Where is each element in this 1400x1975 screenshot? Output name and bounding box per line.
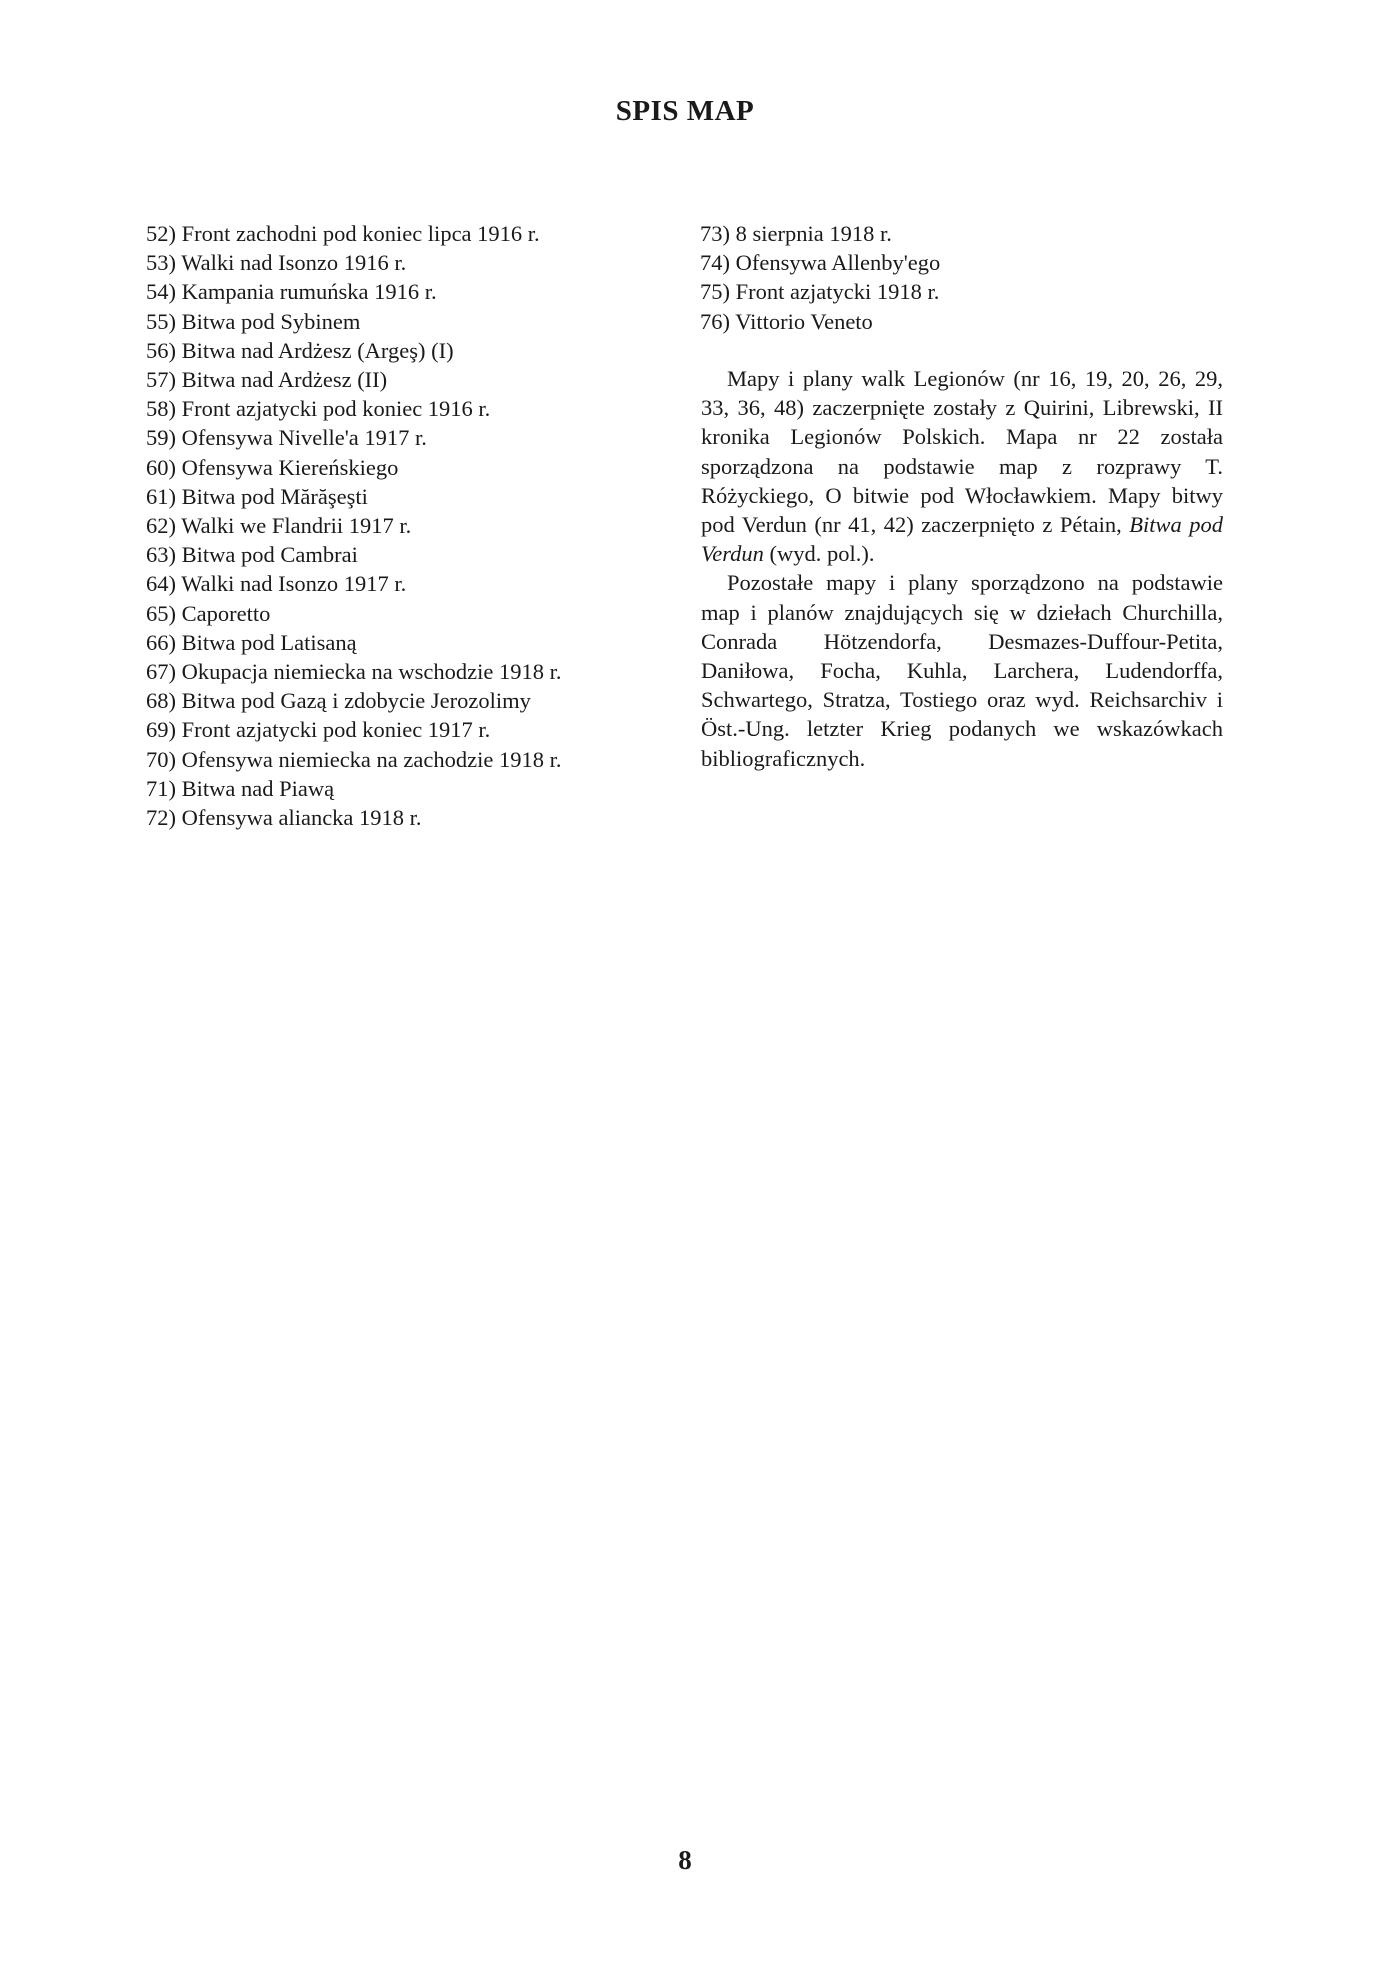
- list-item: 60) Ofensywa Kiereńskiego: [146, 454, 399, 480]
- list-item: 70) Ofensywa niemiecka na zachodzie 1918 r.: [146, 746, 562, 772]
- list-item: 54) Kampania rumuńska 1916 r.: [146, 279, 437, 305]
- list-item: 67) Okupacja niemiecka na wschodzie 1918 r.: [146, 659, 562, 685]
- list-item: 76) Vittorio Veneto: [700, 308, 873, 334]
- list-item: 65) Caporetto: [146, 600, 271, 626]
- list-item: 55) Bitwa pod Sybinem: [146, 308, 361, 334]
- note-tail: (wyd. pol.).: [763, 541, 875, 567]
- source-notes: [701, 364, 1223, 773]
- note-italic-title: Bitwa pod Verdun: [701, 512, 1223, 567]
- map-list-left: [146, 219, 666, 832]
- map-list-right: [700, 219, 1220, 336]
- note-paragraph-2: Pozostałe mapy i plany sporządzono na podstawie map i planów znajdujących się w dziełach Churchilla, Conrada Hötzendorfa, Desmazes-Duffour-Petita, Daniłowa, Focha, Kuhla, Larchera, Ludendorffa, Schwartego, Stratza, Tostiego oraz wyd. Reichsarchiv i Öst.-Ung. letzter Krieg podanych we wskazówkach bibliograficznych.: [701, 570, 1223, 771]
- list-item: 72) Ofensywa aliancka 1918 r.: [146, 805, 422, 831]
- list-item: 62) Walki we Flandrii 1917 r.: [146, 513, 412, 539]
- list-item: 64) Walki nad Isonzo 1917 r.: [146, 571, 407, 597]
- list-item: 68) Bitwa pod Gazą i zdobycie Jerozolimy: [146, 688, 531, 714]
- list-item: 58) Front azjatycki pod koniec 1916 r.: [146, 396, 491, 422]
- note-text: Mapy i plany walk Legionów (nr 16, 19, 20, 26, 29, 33, 36, 48) zaczerpnięte zostały z Quirini, Librewski, II kronika Legionów Polskich. Mapa nr 22 została sporządzona na podstawie map z rozprawy T. Różyckiego, O bitwie pod Włocławkiem. Mapy bitwy pod Verdun (nr 41, 42) zaczerpnięto z Pétain,: [701, 366, 1223, 538]
- list-item: 75) Front azjatycki 1918 r.: [700, 279, 940, 305]
- list-item: 52) Front zachodni pod koniec lipca 1916 r.: [146, 221, 540, 246]
- list-item: 69) Front azjatycki pod koniec 1917 r.: [146, 717, 491, 743]
- list-item: 63) Bitwa pod Cambrai: [146, 542, 358, 568]
- list-item: 71) Bitwa nad Piawą: [146, 775, 335, 801]
- page-title: SPIS MAP: [615, 95, 755, 127]
- list-item: 61) Bitwa pod Mărăşeşti: [146, 483, 368, 509]
- list-item: 59) Ofensywa Nivelle'a 1917 r.: [146, 425, 427, 451]
- list-item: 66) Bitwa pod Latisaną: [146, 629, 357, 655]
- page-number: 8: [678, 1845, 692, 1875]
- list-item: 57) Bitwa nad Ardżesz (II): [146, 367, 388, 393]
- list-item: 56) Bitwa nad Ardżesz (Argeş) (I): [146, 337, 454, 363]
- list-item: 73) 8 sierpnia 1918 r.: [700, 221, 892, 246]
- note-paragraph-1: [701, 364, 1223, 568]
- list-item: 53) Walki nad Isonzo 1916 r.: [146, 250, 407, 276]
- list-item: 74) Ofensywa Allenby'ego: [700, 250, 941, 276]
